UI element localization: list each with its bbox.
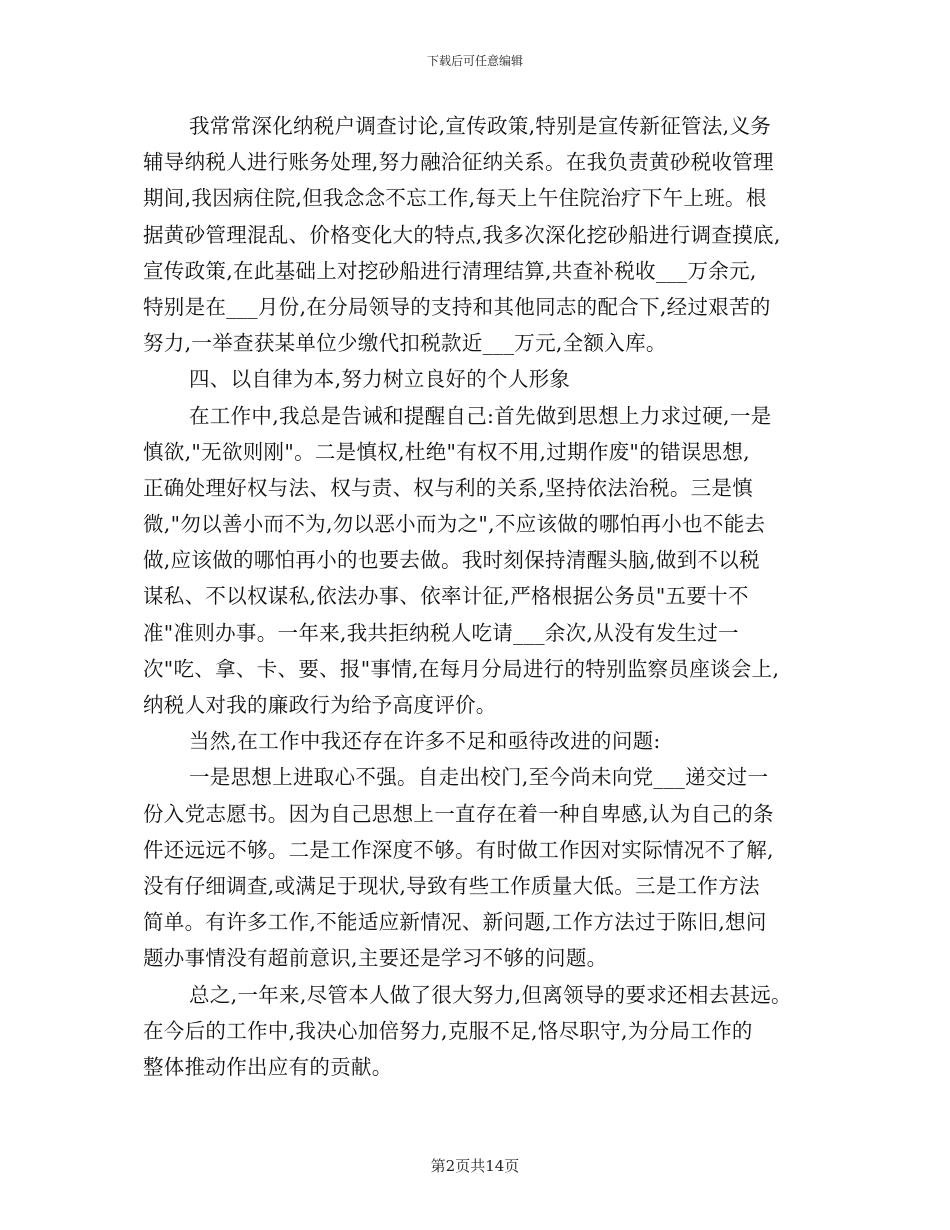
text-line: 当然,在工作中我还存在许多不足和亟待改进的问题: (189, 729, 661, 754)
text-line: 特别是在___月份,在分局领导的支持和其他同志的配合下,经过艰苦的 (143, 294, 771, 319)
text-line: 做,应该做的哪怕再小的也要去做。我时刻保持清醒头脑,做到不以税 (143, 548, 760, 573)
text-line: 一是思想上进取心不强。自走出校门,至今尚未向党___递交过一 (189, 765, 769, 790)
page-header: 下载后可任意编辑 (426, 54, 523, 68)
text-line: 整体推动作出应有的贡献。 (143, 1054, 393, 1079)
text-line: 宣传政策,在此基础上对挖砂船进行清理结算,共查补税收___万余元, (143, 258, 757, 283)
text-line: 慎欲,"无欲则刚"。二是慎权,杜绝"有权不用,过期作废"的错误思想, (143, 439, 750, 464)
text-line: 努力,一举查获某单位少缴代扣税款近___万元,全额入库。 (143, 331, 667, 356)
text-line: 次"吃、拿、卡、要、报"事情,在每月分局进行的特别监察员座谈会上, (143, 656, 780, 681)
text-line: 我常常深化纳税户调查讨论,宣传政策,特别是宣传新征管法,义务 (189, 114, 772, 138)
page-footer: 第2页共14页 (430, 1157, 520, 1175)
text-line: 没有仔细调查,或满足于现状,导致有些工作质量大低。三是工作方法 (143, 873, 760, 898)
document-body (143, 108, 823, 1085)
text-line: 期间,我因病住院,但我念念不忘工作,每天上午住院治疗下午上班。根 (143, 186, 767, 211)
text-line: 正确处理好权与法、权与责、权与利的关系,坚持依法治税。三是慎 (143, 475, 754, 500)
text-line: 准"准则办事。一年来,我共拒纳税人吃请___余次,从没有发生过一 (143, 620, 739, 645)
text-line: 纳税人对我的廉政行为给予高度评价。 (143, 693, 497, 717)
text-line: 微,"勿以善小而不为,勿以恶小而为之",不应该做的哪怕再小也不能去 (143, 512, 766, 537)
text-line: 在工作中,我总是告诫和提醒自己:首先做到思想上力求过硬,一是 (189, 403, 772, 428)
text-line: 件还远远不够。二是工作深度不够。有时做工作因对实际情况不了解, (143, 837, 774, 862)
text-line: 在今后的工作中,我决心加倍努力,克服不足,恪尽职守,为分局工作的 (143, 1018, 753, 1043)
text-line: 据黄砂管理混乱、价格变化大的特点,我多次深化挖砂船进行调查摸底, (143, 222, 781, 247)
text-line: 辅导纳税人进行账务处理,努力融洽征纳关系。在我负责黄砂税收管理 (143, 150, 774, 175)
text-line: 简单。有许多工作,不能适应新情况、新问题,工作方法过于陈旧,想问 (143, 910, 767, 935)
text-line: 总之,一年来,尽管本人做了很大努力,但离领导的要求还相去甚远。 (189, 982, 792, 1007)
text-line: 谋私、不以权谋私,依法办事、依率计征,严格根据公务员"五要十不 (143, 584, 749, 609)
text-line: 题办事情没有超前意识,主要还是学习不够的问题。 (143, 946, 608, 971)
text-line: 份入党志愿书。因为自己思想上一直存在着一种自卑感,认为自己的条 (143, 801, 774, 826)
text-line: 四、以自律为本,努力树立良好的个人形象 (189, 367, 571, 392)
